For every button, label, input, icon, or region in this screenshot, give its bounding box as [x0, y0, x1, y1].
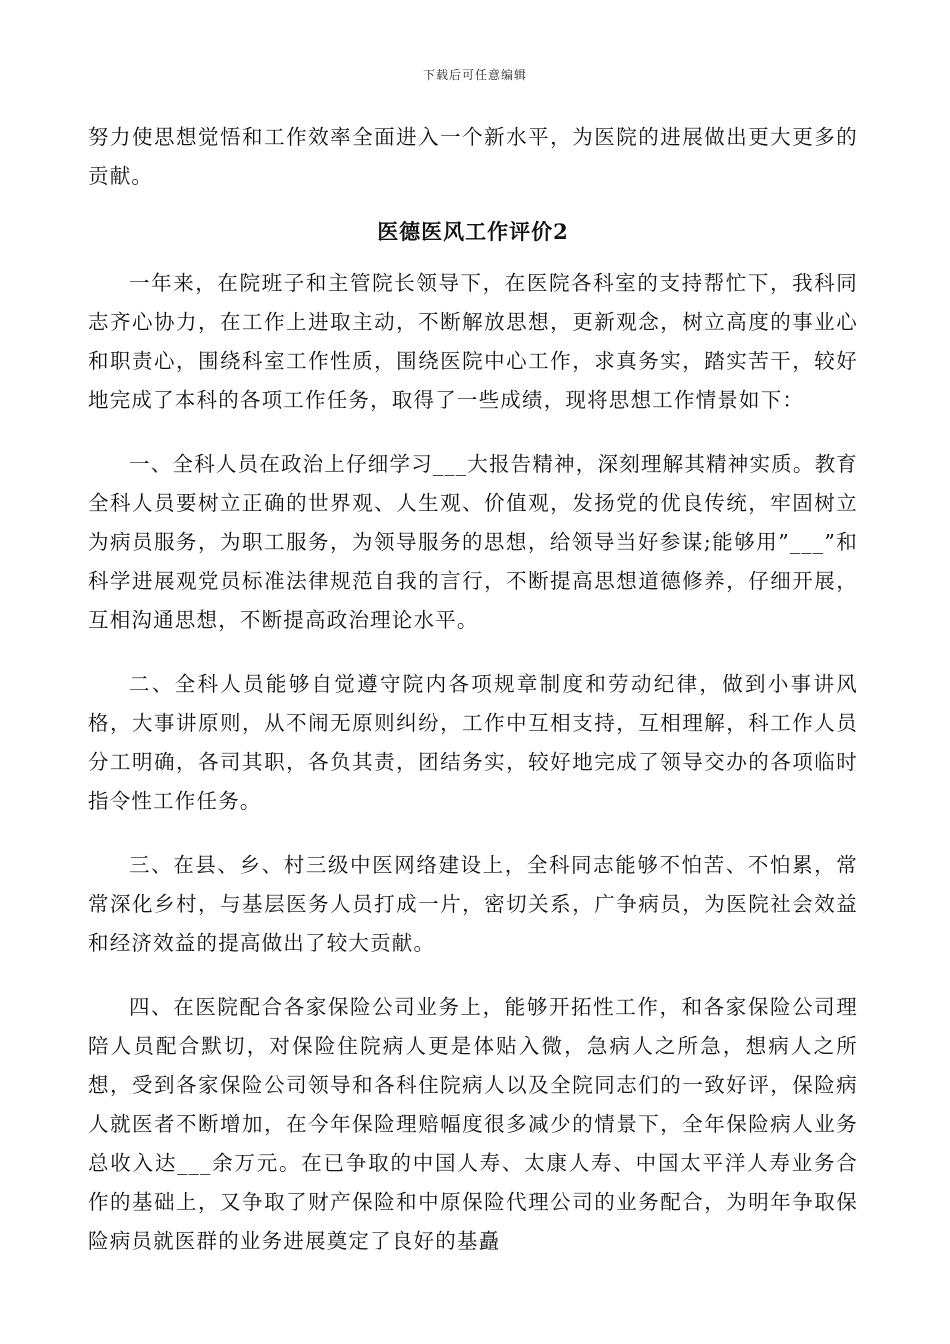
paragraph-item-3: 三、在县、乡、村三级中医网络建设上，全科同志能够不怕苦、不怕累，常常深化乡村，与基层医务人员打成一片，密切关系，广争病员，为医院社会效益和经济效益的提高做出了较大贡献。 [88, 853, 858, 955]
header-note: 下载后可任意编辑 [422, 68, 527, 82]
intro-continuation: 努力使思想觉悟和工作效率全面进入一个新水平，为医院的进展做出更大更多的贡献。 [88, 125, 858, 188]
paragraph-item-4: 四、在医院配合各家保险公司业务上，能够开拓性工作，和各家保险公司理陪人员配合默切，对保险住院病人更是体贴入微，急病人之所急，想病人之所想，受到各家保险公司领导和各科住院病人以及全院同志们的一致好评，保险病人就医者不断增加，在今年保险理赔幅度很多减少的情景下，全年保险病人业务总收入达___余万元。在已争取的中国人寿、太康人寿、中国太平洋人寿业务合作的基础上，又争取了财产保险和中原保险代理公司的业务配合，为明年争取保险病员就医群的业务进展奠定了良好的基矗 [88, 995, 858, 1253]
paragraph-item-1: 一、全科人员在政治上仔细学习___大报告精神，深刻理解其精神实质。教育全科人员要树立正确的世界观、人生观、价值观，发扬党的优良传统，牢固树立为病员服务，为职工服务，为领导服务的思想，给领导当好参谋;能够用”___”和科学进展观党员标准法律规范自我的言行，不断提高思想道德修养，仔细开展，互相沟通思想，不断提高政治理论水平。 [88, 452, 858, 632]
section-title: 医德医风工作评价2 [377, 219, 569, 244]
document-body [88, 118, 858, 1261]
paragraph-item-2: 二、全科人员能够自觉遵守院内各项规章制度和劳动纪律，做到小事讲风格，大事讲原则，从不闹无原则纠纷，工作中互相支持，互相理解，科工作人员分工明确，各司其职，各负其责，团结务实，较好地完成了领导交办的各项临时指令性工作任务。 [88, 672, 858, 813]
paragraph-summary: 一年来，在院班子和主管院长领导下，在医院各科室的支持帮忙下，我科同志齐心协力，在工作上进取主动，不断解放思想，更新观念，树立高度的事业心和职责心，围绕科室工作性质，围绕医院中心工作，求真务实，踏实苦干，较好地完成了本科的各项工作任务，取得了一些成绩，现将思想工作情景如下： [88, 271, 858, 412]
